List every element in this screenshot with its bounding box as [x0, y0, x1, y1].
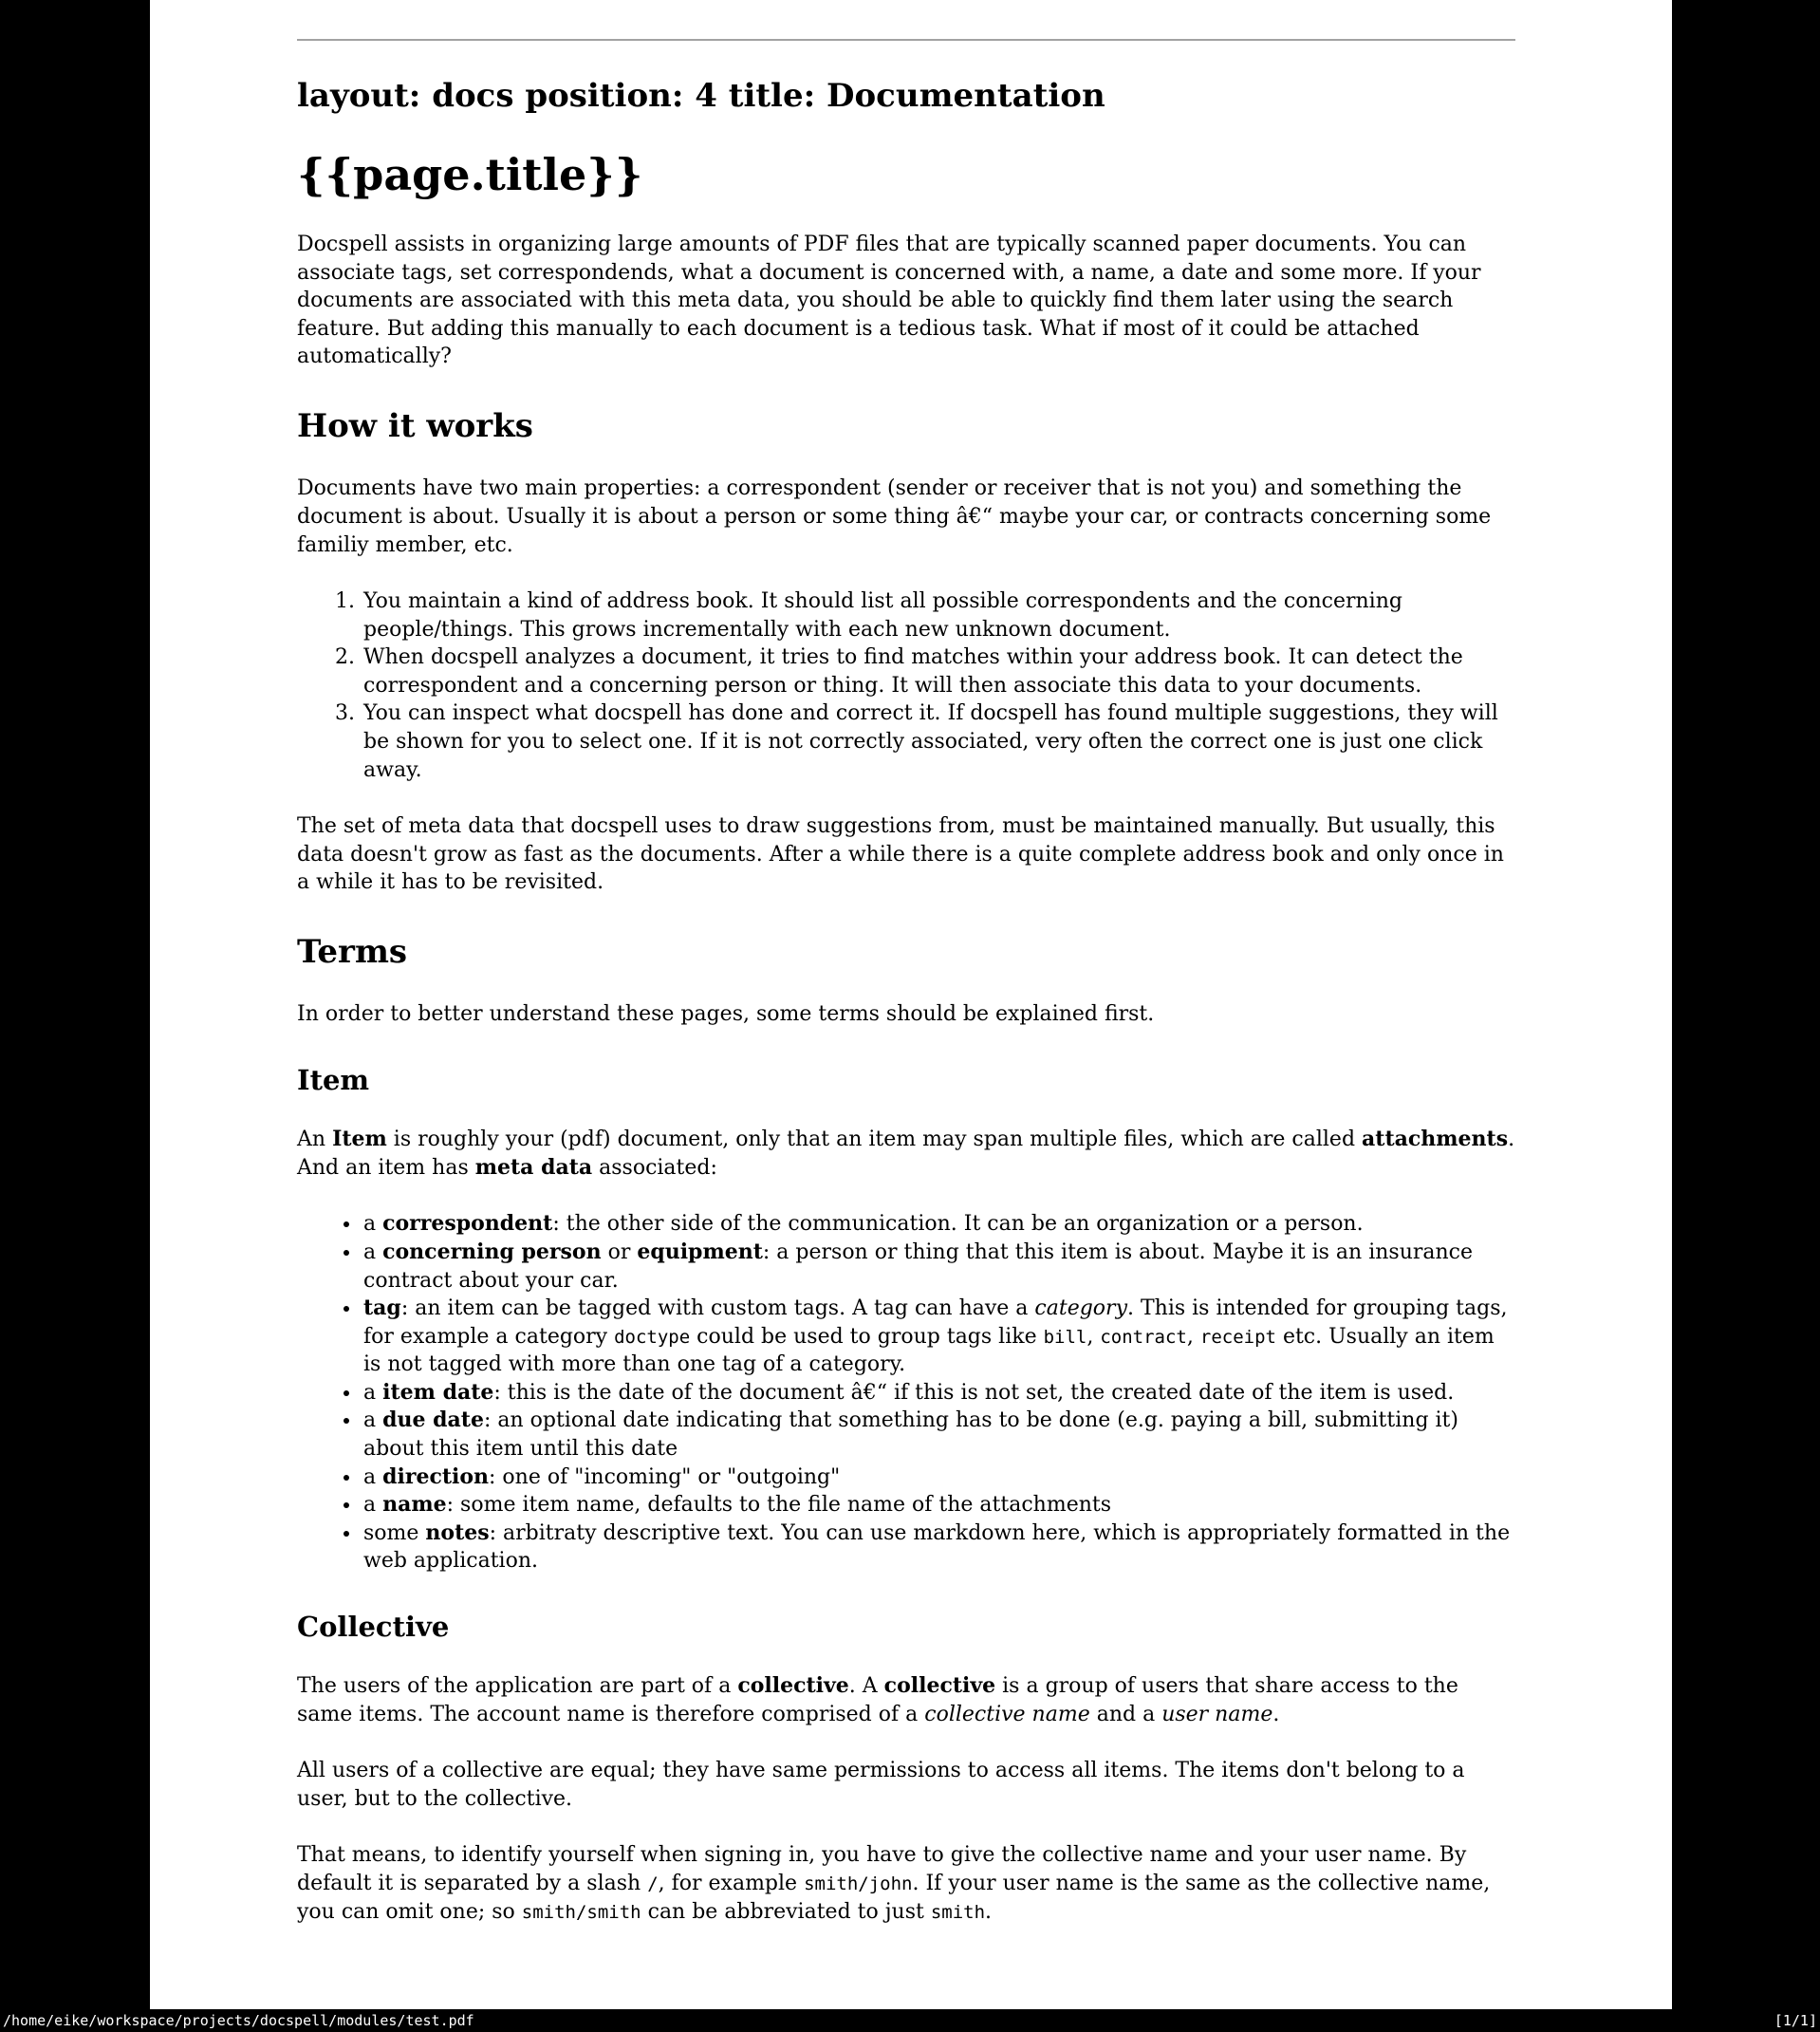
heading-item: Item	[297, 1063, 370, 1096]
italic-text: collective name	[924, 1702, 1090, 1726]
list-item: 2. When docspell analyzes a document, it tries to find matches within your address book. It can detect the correspondent and a concerning person or thing. It will then associate this data to your documents.	[362, 643, 1515, 699]
horizontal-rule	[297, 39, 1515, 41]
inline-code: /	[647, 1874, 659, 1895]
paragraph: An Item is roughly your (pdf) document, only that an item may span multiple files, which are called attachments. And an item has meta data associated:	[297, 1127, 1515, 1180]
paragraph: Docspell assists in organizing large amounts of PDF files that are typically scanned paper documents. You can associate tags, set correspondends, what a document is concerned with, a name, a date and some more. If your documents are associated with this meta data, you should be able to quickly find them later using the search feature. But adding this manually to each document is a tedious task. What if most of it could be attached automatically?	[297, 233, 1481, 369]
inline-code: doctype	[614, 1326, 691, 1348]
list-item: • a direction: one of "incoming" or "outgoing"	[362, 1463, 1515, 1492]
statusbar-page-indicator: [1/1]	[1774, 2012, 1817, 2029]
inline-code: bill	[1043, 1326, 1087, 1348]
list-item: 3. You can inspect what docspell has done and correct it. If docspell has found multiple suggestions, they will be shown for you to select one. If it is not correctly associated, very often the correct one is just one click away.	[362, 699, 1515, 784]
list-item: • a item date: this is the date of the document â€“ if this is not set, the created date of the item is used.	[362, 1379, 1515, 1407]
inline-code: smith/john	[804, 1874, 913, 1895]
bold-text: collective	[737, 1673, 849, 1699]
bold-text: notes	[425, 1519, 490, 1545]
list-item: • some notes: arbitraty descriptive text. You can use markdown here, which is appropriately formatted in the web application.	[362, 1519, 1515, 1575]
list-item: • a concerning person or equipment: a person or thing that this item is about. Maybe it is an insurance contract about your car.	[362, 1239, 1515, 1295]
paragraph: The set of meta data that docspell uses to draw suggestions from, must be maintained manually. But usually, this data doesn't grow as fast as the documents. After a while there is a quite complete address book and only once in a while it has to be revisited.	[297, 814, 1504, 895]
bold-text: item date	[382, 1379, 494, 1405]
inline-code: smith	[930, 1901, 986, 1923]
document-content	[150, 39, 1672, 1926]
inline-code: contract	[1100, 1326, 1187, 1348]
bold-text: tag	[363, 1296, 401, 1321]
italic-text: user name	[1161, 1702, 1273, 1726]
heading-layout-docs-position-4-title: layout: docs position: 4 title: Documentation	[297, 77, 1105, 115]
bold-text: correspondent	[382, 1211, 553, 1237]
paragraph: In order to better understand these pages, some terms should be explained first.	[297, 1002, 1155, 1027]
paragraph: The users of the application are part of a collective. A collective is a group of users that share access to the same items. The account name is therefore comprised of a collective name and a user name.	[297, 1673, 1458, 1726]
statusbar	[0, 2009, 1820, 2032]
bold-text: name	[382, 1492, 447, 1518]
bold-text: meta data	[474, 1154, 593, 1180]
list-item: • tag: an item can be tagged with custom tags. A tag can have a category. This is intended for grouping tags, for example a category doctype could be used to group tags like bill, contract, receipt etc. Usually an item is not tagged with more than one tag of a category.	[362, 1295, 1515, 1379]
list-item: • a correspondent: the other side of the communication. It can be an organization or a person.	[362, 1210, 1515, 1239]
bold-text: Item	[332, 1127, 387, 1152]
paragraph: All users of a collective are equal; they have same permissions to access all items. The items don't belong to a user, but to the collective.	[297, 1759, 1465, 1811]
list-item: • a due date: an optional date indicating that something has to be done (e.g. paying a bill, submitting it) about this item until this date	[362, 1407, 1515, 1463]
heading-page-title: {{page.title}}	[297, 148, 643, 200]
list-item: 1. You maintain a kind of address book. It should list all possible correspondents and the concerning people/things. This grows incrementally with each new unknown document.	[362, 587, 1515, 643]
italic-text: category	[1034, 1296, 1127, 1321]
bold-text: collective	[883, 1673, 996, 1699]
inline-code: receipt	[1199, 1326, 1276, 1348]
heading-terms: Terms	[297, 932, 408, 971]
inline-code: smith/smith	[521, 1901, 641, 1923]
paragraph: That means, to identify yourself when signing in, you have to give the collective name and your user name. By default it is separated by a slash /, for example smith/john. If your user name is the same as the collective name, you can omit one; so smith/smith can be abbreviated to just smith.	[297, 1843, 1491, 1924]
bold-text: direction	[382, 1463, 490, 1489]
bold-text: attachments	[1362, 1127, 1509, 1152]
bullet-list	[297, 1210, 1515, 1575]
bold-text: equipment	[637, 1239, 763, 1264]
document-page	[150, 0, 1672, 2009]
paragraph: Documents have two main properties: a correspondent (sender or receiver that is not you) and something the document is about. Usually it is about a person or some thing â€“ maybe your car, or contracts concerning some familiy member, etc.	[297, 476, 1492, 557]
bold-text: concerning person	[382, 1239, 602, 1264]
ordered-list	[297, 587, 1515, 784]
heading-how-it-works: How it works	[297, 406, 533, 445]
statusbar-file-path: /home/eike/workspace/projects/docspell/modules/test.pdf	[3, 2012, 474, 2029]
bold-text: due date	[382, 1407, 484, 1433]
list-item: • a name: some item name, defaults to the file name of the attachments	[362, 1491, 1515, 1519]
heading-collective: Collective	[297, 1610, 450, 1643]
